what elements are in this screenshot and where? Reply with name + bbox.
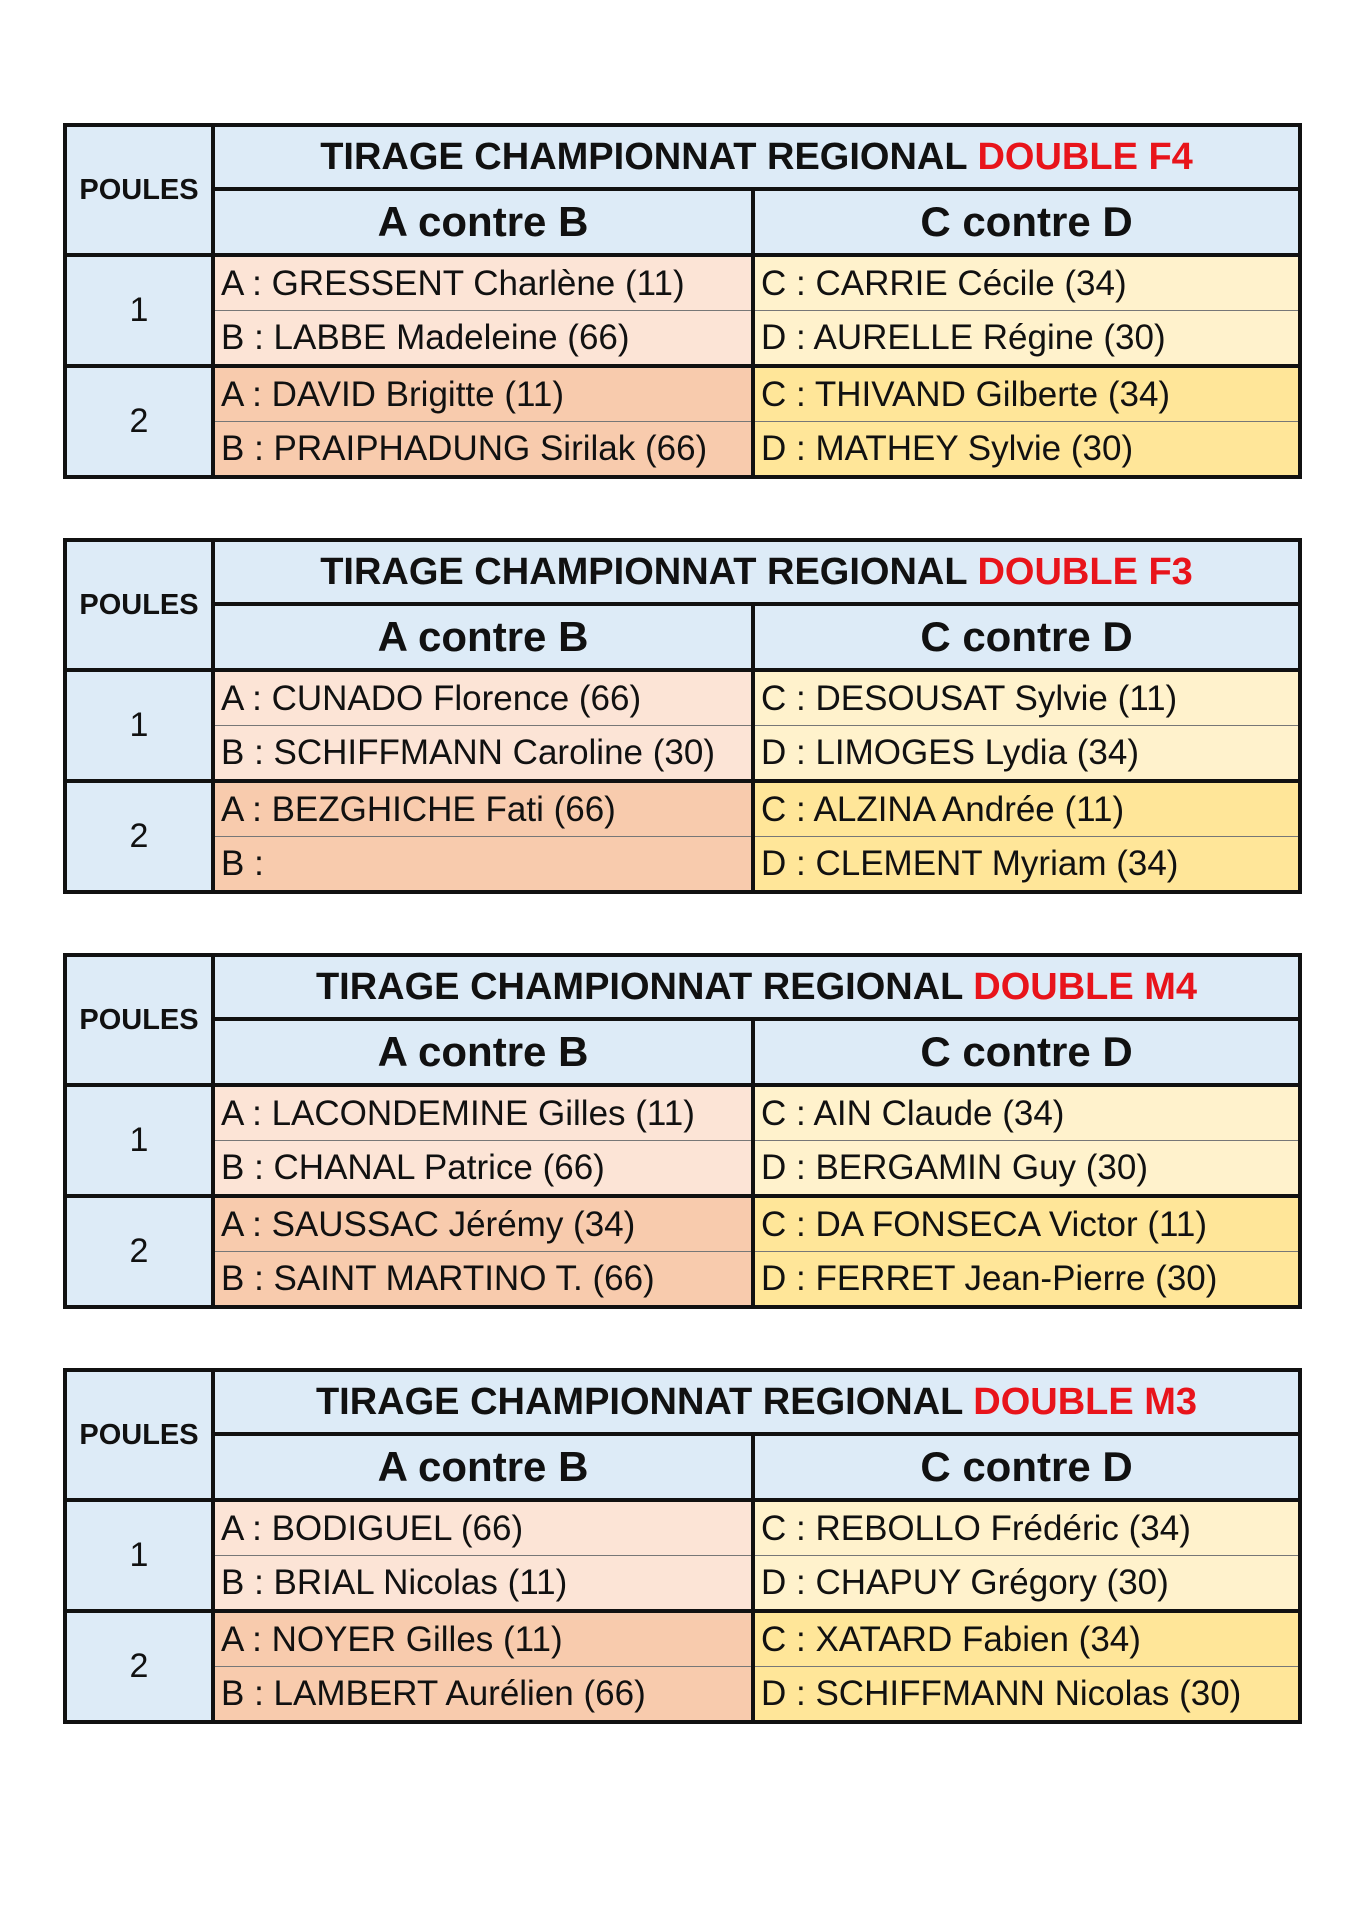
- table-row: [65, 1196, 1300, 1252]
- header-c-contre-d: C contre D: [753, 1019, 1300, 1085]
- header-a-contre-b: A contre B: [213, 604, 753, 670]
- poule-number: 1: [65, 1500, 213, 1611]
- title-category: DOUBLE M3: [973, 1380, 1198, 1423]
- player-c: C : DA FONSECA Victor (11): [753, 1196, 1300, 1252]
- player-c: C : ALZINA Andrée (11): [753, 781, 1300, 837]
- player-d: D : CLEMENT Myriam (34): [753, 837, 1300, 893]
- table-row: [65, 422, 1300, 478]
- table-row: [65, 1500, 1300, 1556]
- player-d: D : FERRET Jean-Pierre (30): [753, 1252, 1300, 1308]
- table-row: [65, 670, 1300, 726]
- table-title: [213, 1370, 1300, 1434]
- table-row: [65, 1085, 1300, 1141]
- player-b: B : LABBE Madeleine (66): [213, 311, 753, 367]
- table-row: [65, 1556, 1300, 1612]
- header-c-contre-d: C contre D: [753, 1434, 1300, 1500]
- player-a: A : SAUSSAC Jérémy (34): [213, 1196, 753, 1252]
- player-a: A : DAVID Brigitte (11): [213, 366, 753, 422]
- poule-number: 2: [65, 781, 213, 892]
- player-c: C : AIN Claude (34): [753, 1085, 1300, 1141]
- table-row: [65, 1252, 1300, 1308]
- player-c: C : XATARD Fabien (34): [753, 1611, 1300, 1667]
- table-title: [213, 125, 1300, 189]
- player-d: D : MATHEY Sylvie (30): [753, 422, 1300, 478]
- header-a-contre-b: A contre B: [213, 1019, 753, 1085]
- table-row: [65, 1141, 1300, 1197]
- player-b: B :: [213, 837, 753, 893]
- table-row: [65, 837, 1300, 893]
- player-b: B : LAMBERT Aurélien (66): [213, 1667, 753, 1723]
- table-row: [65, 311, 1300, 367]
- table-row: [65, 255, 1300, 311]
- player-a: A : NOYER Gilles (11): [213, 1611, 753, 1667]
- table-row: [65, 726, 1300, 782]
- title-category: DOUBLE F4: [977, 135, 1193, 178]
- title-category: DOUBLE M4: [973, 965, 1198, 1008]
- title-prefix: TIRAGE CHAMPIONNAT REGIONAL: [315, 1380, 963, 1423]
- draw-table-double-m3: [63, 1368, 1302, 1724]
- draw-table-double-f4: [63, 123, 1302, 479]
- player-a: A : LACONDEMINE Gilles (11): [213, 1085, 753, 1141]
- poules-header: POULES: [65, 955, 213, 1085]
- table-row: [65, 1667, 1300, 1723]
- player-a: A : BEZGHICHE Fati (66): [213, 781, 753, 837]
- poules-header: POULES: [65, 1370, 213, 1500]
- player-c: C : REBOLLO Frédéric (34): [753, 1500, 1300, 1556]
- table-row: [65, 366, 1300, 422]
- player-d: D : LIMOGES Lydia (34): [753, 726, 1300, 782]
- player-b: B : SAINT MARTINO T. (66): [213, 1252, 753, 1308]
- table-title: [213, 540, 1300, 604]
- player-a: A : BODIGUEL (66): [213, 1500, 753, 1556]
- title-prefix: TIRAGE CHAMPIONNAT REGIONAL: [320, 135, 967, 178]
- player-a: A : CUNADO Florence (66): [213, 670, 753, 726]
- poules-header: POULES: [65, 540, 213, 670]
- player-b: B : CHANAL Patrice (66): [213, 1141, 753, 1197]
- table-title: [213, 955, 1300, 1019]
- title-prefix: TIRAGE CHAMPIONNAT REGIONAL: [315, 965, 963, 1008]
- poule-number: 2: [65, 1196, 213, 1307]
- draw-table-double-f3: [63, 538, 1302, 894]
- table-row: [65, 1611, 1300, 1667]
- poule-number: 2: [65, 366, 213, 477]
- player-d: D : CHAPUY Grégory (30): [753, 1556, 1300, 1612]
- player-c: C : DESOUSAT Sylvie (11): [753, 670, 1300, 726]
- table-row: [65, 781, 1300, 837]
- player-c: C : CARRIE Cécile (34): [753, 255, 1300, 311]
- player-a: A : GRESSENT Charlène (11): [213, 255, 753, 311]
- player-b: B : SCHIFFMANN Caroline (30): [213, 726, 753, 782]
- poule-number: 2: [65, 1611, 213, 1722]
- poules-header: POULES: [65, 125, 213, 255]
- draw-table-double-m4: [63, 953, 1302, 1309]
- poule-number: 1: [65, 255, 213, 366]
- title-prefix: TIRAGE CHAMPIONNAT REGIONAL: [320, 550, 967, 593]
- player-d: D : SCHIFFMANN Nicolas (30): [753, 1667, 1300, 1723]
- poule-number: 1: [65, 1085, 213, 1196]
- header-c-contre-d: C contre D: [753, 189, 1300, 255]
- player-b: B : BRIAL Nicolas (11): [213, 1556, 753, 1612]
- title-category: DOUBLE F3: [977, 550, 1193, 593]
- player-b: B : PRAIPHADUNG Sirilak (66): [213, 422, 753, 478]
- player-d: D : BERGAMIN Guy (30): [753, 1141, 1300, 1197]
- poule-number: 1: [65, 670, 213, 781]
- header-a-contre-b: A contre B: [213, 1434, 753, 1500]
- player-d: D : AURELLE Régine (30): [753, 311, 1300, 367]
- header-c-contre-d: C contre D: [753, 604, 1300, 670]
- header-a-contre-b: A contre B: [213, 189, 753, 255]
- player-c: C : THIVAND Gilberte (34): [753, 366, 1300, 422]
